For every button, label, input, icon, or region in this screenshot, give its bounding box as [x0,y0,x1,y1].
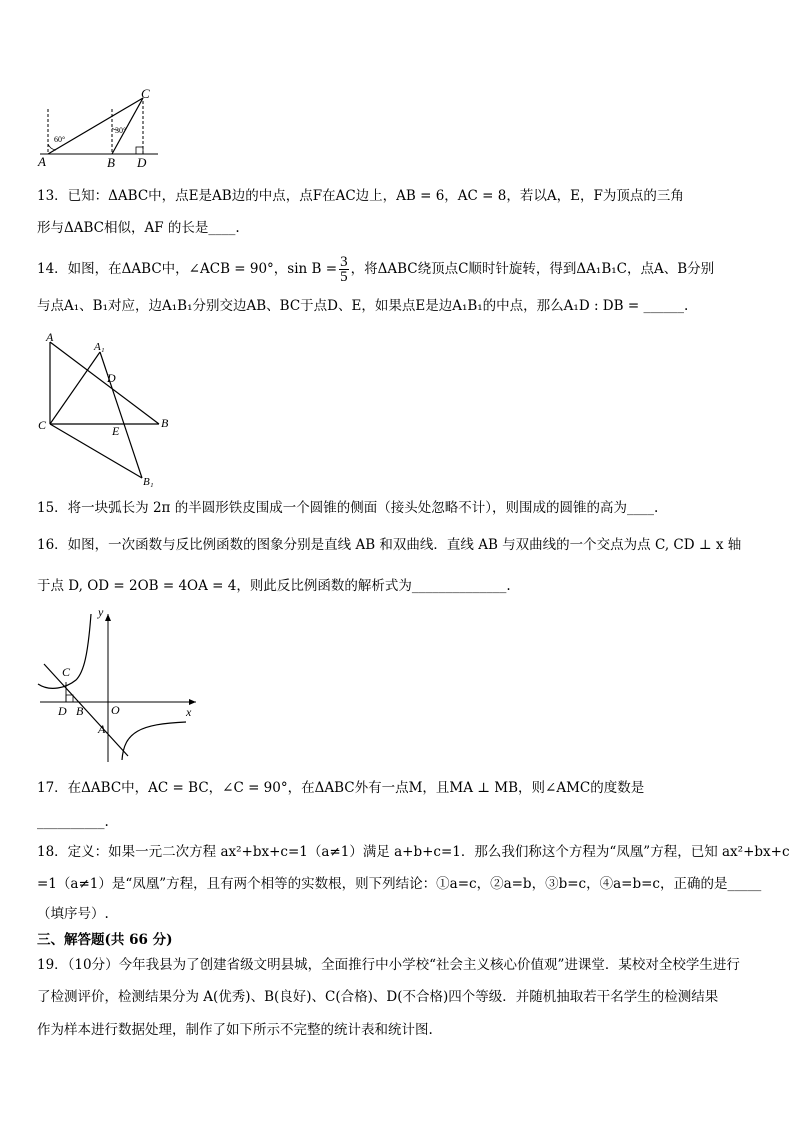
q18-line3: （填序号）. [37,906,109,922]
fig13-label-B: B [107,155,115,170]
q13-line1: 13．已知：ΔABC中，点E是AB边的中点，点F在AC边上，AB = 6，AC = 8，若以A，E，F为顶点的三角 [37,188,684,204]
section-3-title: 三、解答题(共 66 分) [37,932,173,948]
fig16-label-C: C [62,665,71,679]
q14-fraction [339,255,349,284]
fig13-label-D: D [137,155,147,170]
q13-line2: 形与ΔABC相似，AF 的长是____. [37,220,240,236]
fig13-label-A: A [38,154,46,169]
fig16-label-D: D [58,704,67,718]
q17-line2: __________. [37,814,109,830]
fig14-label-E: E [112,424,120,438]
q14-line1-start: 14．如图，在ΔABC中，∠ACB = 90°，sin B = [37,261,338,277]
fig14-label-C: C [38,418,47,432]
fig13-label-C: C [141,86,150,101]
q19-line1: 19．（10分）今年我县为了创建省级文明县城，全面推行中小学校“社会主义核心价值观”进课堂．某校对全校学生进行 [37,957,740,973]
q14-line2: 与点A₁、B₁对应，边A₁B₁分别交边AB、BC于点D、E，如果点E是边A₁B₁的中点，那么A₁D : DB = ______. [37,298,689,314]
q14-fraction-denominator: 5 [340,269,348,285]
fig16-label-y: y [98,605,104,619]
q16-line2: 于点 D, OD = 2OB = 4OA = 4，则此反比例函数的解析式为______________. [37,578,511,594]
q19-line3: 作为样本进行数据处理，制作了如下所示不完整的统计表和统计图. [37,1022,433,1038]
q17-line1: 17．在ΔABC中，AC = BC，∠C = 90°，在ΔABC外有一点M，且MA ⊥ MB，则∠AMC的度数是 [37,780,645,796]
figure-16 [36,604,206,766]
fig14-label-B: B [161,416,169,430]
fig16-label-O: O [111,703,120,717]
fig16-label-A: A [98,722,106,736]
fig14-label-B1: B₁ [143,476,154,488]
q18-line2: =1（a≠1）是“凤凰”方程，且有两个相等的实数根，则下列结论：①a=c，②a=b，③b=c，④a=b=c，正确的是_____ [37,876,762,892]
fig13-angle-30: 30° [115,126,127,135]
q19-line2: 了检测评价，检测结果分为 A(优秀)、B(良好)、C(合格)、D(不合格)四个等级．并随机抽取若干名学生的检测结果 [37,989,719,1005]
fig14-label-A: A [46,330,54,344]
figure-13 [30,86,170,172]
fig14-label-A1: A₁ [94,341,105,353]
figure-14 [34,330,184,490]
fig14-label-D: D [107,371,116,385]
q16-line1: 16．如图，一次函数与反比例函数的图象分别是直线 AB 和双曲线．直线 AB 与双曲线的一个交点为点 C, CD ⊥ x 轴 [37,537,742,553]
fig16-label-B: B [76,704,84,718]
q18-line1: 18．定义：如果一元二次方程 ax²+bx+c=1（a≠1）满足 a+b+c=1．那么我们称这个方程为“凤凰”方程，已知 ax²+bx+c [37,844,790,860]
q14-line1-end: ，将ΔABC绕顶点C顺时针旋转，得到ΔA₁B₁C，点A、B分别 [350,261,715,277]
q15-text: 15．将一块弧长为 2π 的半圆形铁皮围成一个圆锥的侧面（接头处忽略不计），则围成的圆锥的高为____. [37,500,659,516]
fig16-label-x: x [186,705,192,719]
q14-fraction-numerator: 3 [340,254,348,270]
fig13-angle-60: 60° [54,135,66,144]
q14-line1 [37,255,714,284]
